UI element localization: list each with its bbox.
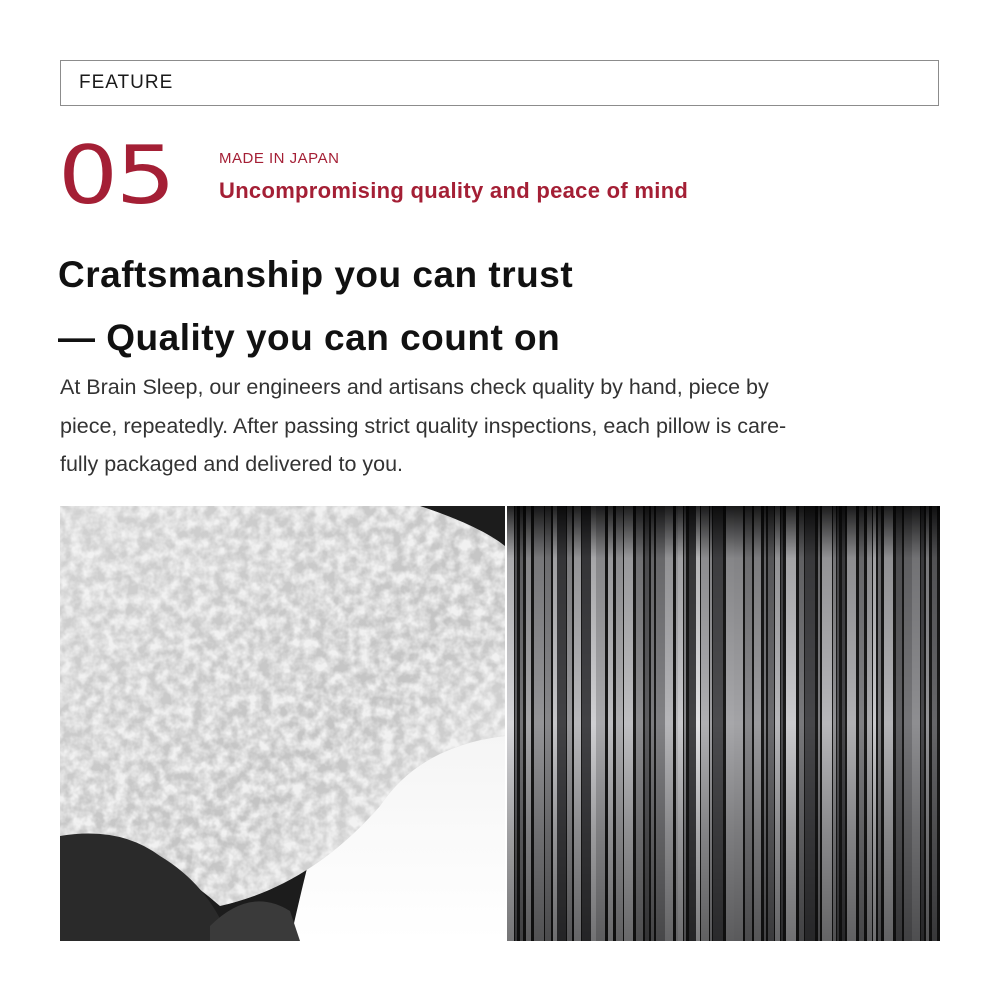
section-number: 05 [58, 129, 174, 222]
mesh-material-photo [60, 506, 505, 941]
headline-line-2: — Quality you can count on [58, 317, 561, 358]
body-line-2: piece, repeatedly. After passing strict quality inspections, each pillow is care- [60, 413, 787, 438]
section-kicker: MADE IN JAPAN [219, 150, 340, 167]
feature-label-box [60, 60, 939, 106]
body-line-3: fully packaged and delivered to you. [60, 452, 404, 476]
section-subtitle: Uncompromising quality and peace of mind [219, 178, 689, 203]
body-line-1: At Brain Sleep, our engineers and artisans check quality by hand, piece by [60, 375, 769, 399]
feature-label: FEATURE [79, 72, 174, 93]
body-paragraph [60, 368, 940, 484]
filament-strands-photo [507, 506, 940, 941]
headline-line-1: Craftsmanship you can trust [58, 254, 574, 295]
